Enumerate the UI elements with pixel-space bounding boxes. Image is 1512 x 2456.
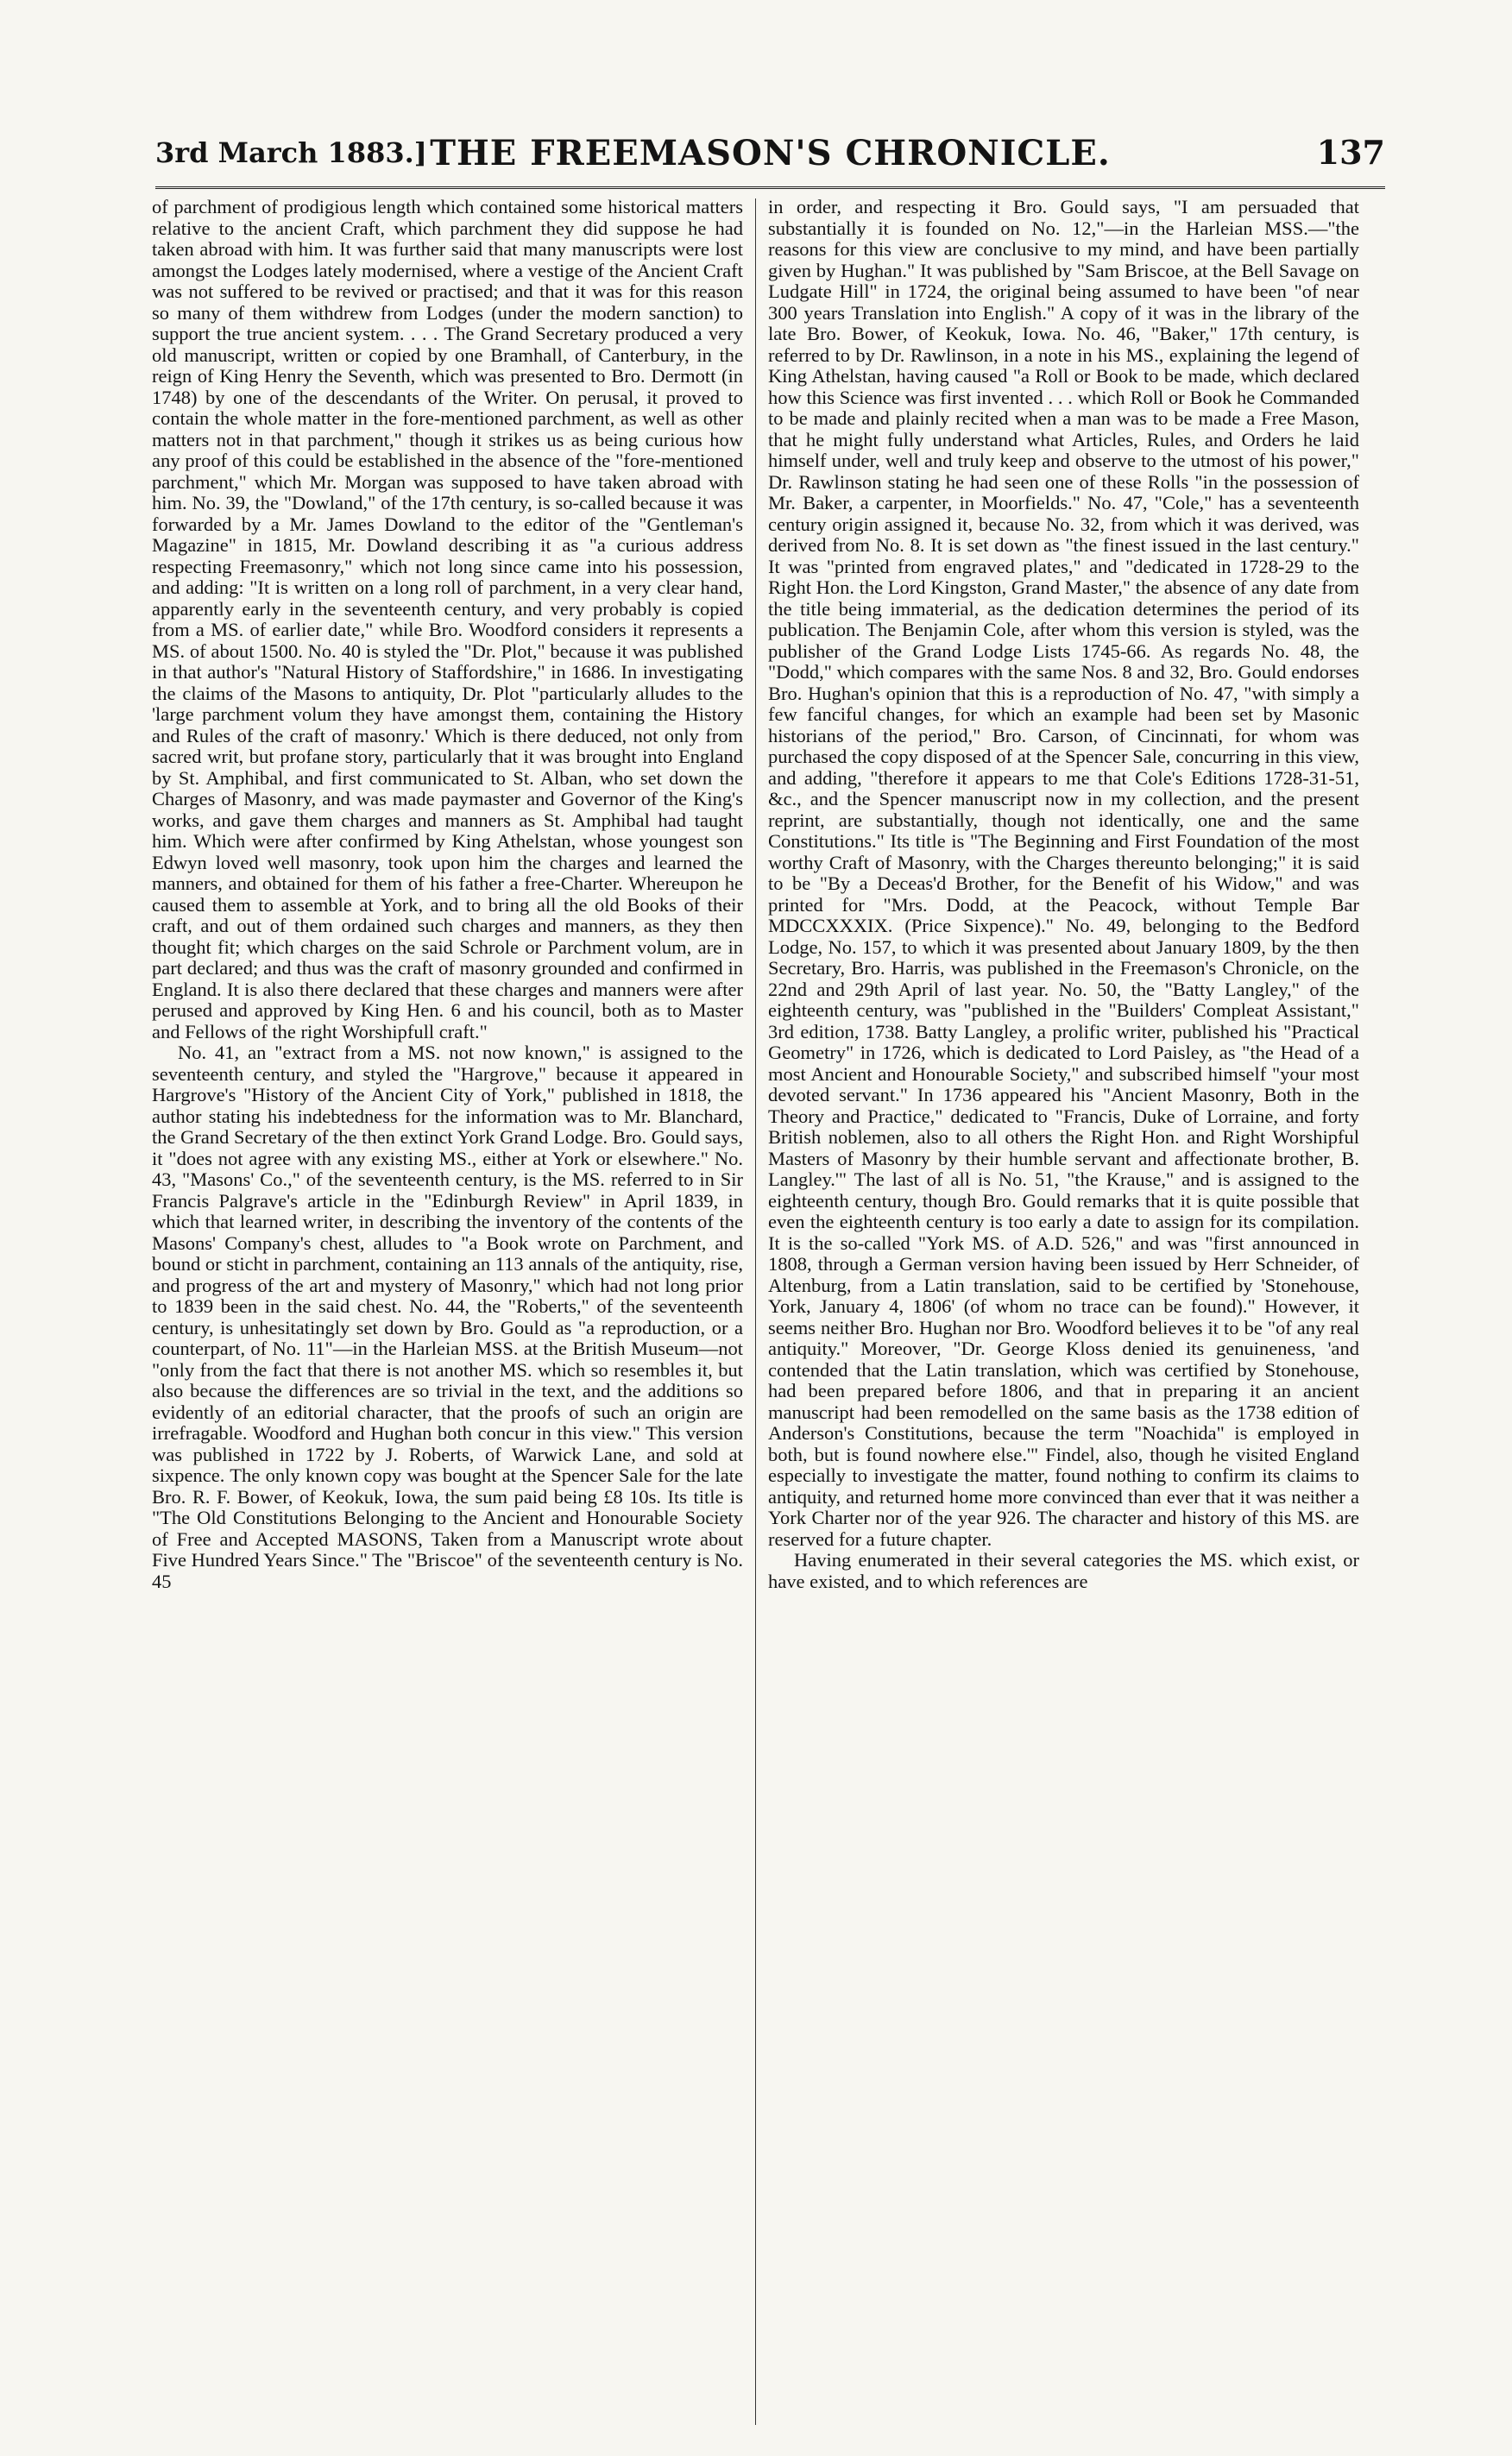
- left-paragraph-2: No. 41, an "extract from a MS. not now known," is assigned to the seventeenth century, and styled the "Hargrove," because it appeared in Hargrove's "History of the Ancient City of York," published in 1818, the author stating his indebtedness for the information was to Mr. Blanchard, the Grand Secretary of the then extinct York Grand Lodge. Bro. Gould says, it "does not agree with any existing MS., either at York or elsewhere." No. 43, "Masons' Co.," of the seventeenth century, is the MS. referred to in Sir Francis Palgrave's article in the "Edinburgh Review" in April 1839, in which that learned writer, in describing the inventory of the contents of the Masons' Company's chest, alludes to "a Book wrote on Parchment, and bound or sticht in parchment, containing an 113 annals of the antiquity, rise, and progress of the art and mystery of Masonry," which had not long prior to 1839 been in the said chest. No. 44, the "Roberts," of the seventeenth century, is unhesitatingly set down by Bro. Gould as "a reproduction, or a counterpart, of No. 11"—in the Harleian MSS. at the British Museum—not "only from the fact that there is not another MS. which so resembles it, but also because the differences are so trivial in the text, and the additions so evidently of an editorial character, that the proofs of such an origin are irrefragable. Woodford and Hughan both concur in this view." This version was published in 1722 by J. Roberts, of Warwick Lane, and sold at sixpence. The only known copy was bought at the Spencer Sale for the late Bro. R. F. Bower, of Keokuk, Iowa, the sum paid being £8 10s. Its title is "The Old Constitutions Belonging to the Ancient and Honourable Society of Free and Accepted MASONS, Taken from a Manuscript wrote about Five Hundred Years Since." The "Briscoe" of the seventeenth century is No. 45: [152, 1042, 743, 1592]
- header-rule: [155, 186, 1385, 189]
- column-divider: [755, 198, 756, 2425]
- right-column: [768, 197, 1359, 1592]
- page-number: 137: [1316, 133, 1385, 172]
- masthead: [155, 129, 1385, 181]
- publication-title: THE FREEMASON'S CHRONICLE.: [430, 133, 1111, 173]
- right-paragraph-2: Having enumerated in their several categories the MS. which exist, or have existed, and to which references are: [768, 1549, 1359, 1592]
- right-paragraph-1: in order, and respecting it Bro. Gould says, "I am persuaded that substantially it is founded on No. 12,"—in the Harleian MSS.—"the reasons for this view are conclusive to my mind, and have been partially given by Hughan." It was published by "Sam Briscoe, at the Bell Savage on Ludgate Hill" in 1724, the original being assumed to have been "of near 300 years Translation into English." A copy of it was in the library of the late Bro. Bower, of Keokuk, Iowa. No. 46, "Baker," 17th century, is referred to by Dr. Rawlinson, in a note in his MS., explaining the legend of King Athelstan, having caused "a Roll or Book to be made, which declared how this Science was first invented . . . which Roll or Book he Commanded to be made and plainly recited when a man was to be made a Free Mason, that he might fully understand what Articles, Rules, and Orders he laid himself under, well and truly keep and observe to the utmost of his power," Dr. Rawlinson stating he had seen one of these Rolls "in the possession of Mr. Baker, a carpenter, in Moorfields." No. 47, "Cole," has a seventeenth century origin assigned it, because No. 32, from which it was derived, was derived from No. 8. It is set down as "the finest issued in the last century." It was "printed from engraved plates," and "dedicated in 1728-29 to the Right Hon. the Lord Kingston, Grand Master," the absence of any date from the title being immaterial, as the dedication determines the period of its publication. The Benjamin Cole, after whom this version is styled, was the publisher of the Grand Lodge Lists 1745-66. As regards No. 48, the "Dodd," which compares with the same Nos. 8 and 32, Bro. Gould endorses Bro. Hughan's opinion that this is a reproduction of No. 47, "with simply a few fanciful changes, for which an example had been set by Masonic historians of the period," Bro. Carson, of Cincinnati, for whom was purchased the copy disposed of at the Spencer Sale, concurring in this view, and adding, "therefore it appears to me that Cole's Editions 1728-31-51, &c., and the Spencer manuscript now in my collection, and the present reprint, are substantially, though not identically, one and the same Constitutions." Its title is "The Beginning and First Foundation of the most worthy Craft of Masonry, with the Charges thereunto belonging;" it is said to be "By a Deceas'd Brother, for the Benefit of his Widow," and was printed for "Mrs. Dodd, at the Peacock, without Temple Bar MDCCXXXIX. (Price Sixpence)." No. 49, belonging to the Bedford Lodge, No. 157, to which it was presented about January 1809, by the then Secretary, Bro. Harris, was published in the Freemason's Chronicle, on the 22nd and 29th April of last year. No. 50, the "Batty Langley," of the eighteenth century, was "published in the "Builders' Compleat Assistant," 3rd edition, 1738. Batty Langley, a prolific writer, published his "Practical Geometry" in 1726, which is dedicated to Lord Paisley, as "the Head of a most Ancient and Honourable Society," and subscribed himself "your most devoted servant." In 1736 appeared his "Ancient Masonry, Both in the Theory and Practice," dedicated to "Francis, Duke of Lorraine, and forty British noblemen, also to all others the Right Hon. and Right Worshipful Masters of Masonry by their humble servant and affectionate brother, B. Langley.'" The last of all is No. 51, "the Krause," and is assigned to the eighteenth century, though Bro. Gould remarks that it is quite possible that even the eighteenth century is too early a date to assign for its compilation. It is the so-called "York MS. of A.D. 526," and was "first announced in 1808, through a German version having been issued by Herr Schneider, of Altenburg, from a Latin translation, said to be certified by 'Stonehouse, York, January 4, 1806' (of whom no trace can be found)." However, it seems neither Bro. Hughan nor Bro. Woodford believes it to be "of any real antiquity." Moreover, "Dr. George Kloss denied its genuineness, 'and contended that the Latin translation, which was certified by Stonehouse, had been prepared before 1806, and that in preparing it an ancient manuscript had been remodelled on the same basis as the 1738 edition of Anderson's Constitutions, because the term "Noachida" is employed in both, but is found nowhere else.'" Findel, also, though he visited England especially to investigate the matter, found nothing to confirm its claims to antiquity, and returned home more convinced than ever that it was neither a York Charter nor of the year 926. The character and history of this MS. are reserved for a future chapter.: [768, 196, 1359, 1550]
- left-paragraph-1: of parchment of prodigious length which contained some historical matters relative to the ancient Craft, which parchment they did suppose he had taken abroad with him. It was further said that many manuscripts were lost amongst the Lodges lately modernised, where a vestige of the Ancient Craft was not suffered to be revived or practised; and that it was for this reason so many of them withdrew from Lodges (under the modern sanction) to support the true ancient system. . . . The Grand Secretary produced a very old manuscript, written or copied by one Bramhall, of Canterbury, in the reign of King Henry the Seventh, which was presented to Bro. Dermott (in 1748) by one of the descendants of the Writer. On perusal, it proved to contain the whole matter in the fore-mentioned parchment, as well as other matters not in that parchment," though it strikes us as being curious how any proof of this could be established in the absence of the "fore-mentioned parchment," which Mr. Morgan was supposed to have taken abroad with him. No. 39, the "Dowland," of the 17th century, is so-called because it was forwarded by a Mr. James Dowland to the editor of the "Gentleman's Magazine" in 1815, Mr. Dowland describing it as "a curious address respecting Freemasonry," which not long since came into his possession, and adding: "It is written on a long roll of parchment, in a very clear hand, apparently early in the seventeenth century, and very probably is copied from a MS. of earlier date," while Bro. Woodford considers it represents a MS. of about 1500. No. 40 is styled the "Dr. Plot," because it was published in that author's "Natural History of Staffordshire," in 1686. In investigating the claims of the Masons to antiquity, Dr. Plot "particularly alludes to the 'large parchment volum they have amongst them, containing the History and Rules of the craft of masonry.' Which is there deduced, not only from sacred writ, but profane story, particularly that it was brought into England by St. Amphibal, and first communicated to St. Alban, who set down the Charges of Masonry, and was made paymaster and Governor of the King's works, and gave them charges and manners as St. Amphibal had taught him. Which were after confirmed by King Athelstan, whose youngest son Edwyn loved well masonry, took upon him the charges and learned the manners, and obtained for them of his father a free-Charter. Whereupon he caused them to assemble at York, and to bring all the old Books of their craft, and out of them ordained such charges and manners, as they then thought fit; which charges on the said Schrole or Parchment volum, are in part declared; and thus was the craft of masonry grounded and confirmed in England. It is also there declared that these charges and manners were after perused and approved by King Hen. 6 and his council, both as to Master and Fellows of the right Worshipfull craft.": [152, 196, 743, 1042]
- left-column: [152, 197, 743, 1592]
- issue-date: 3rd March 1883.]: [155, 136, 427, 169]
